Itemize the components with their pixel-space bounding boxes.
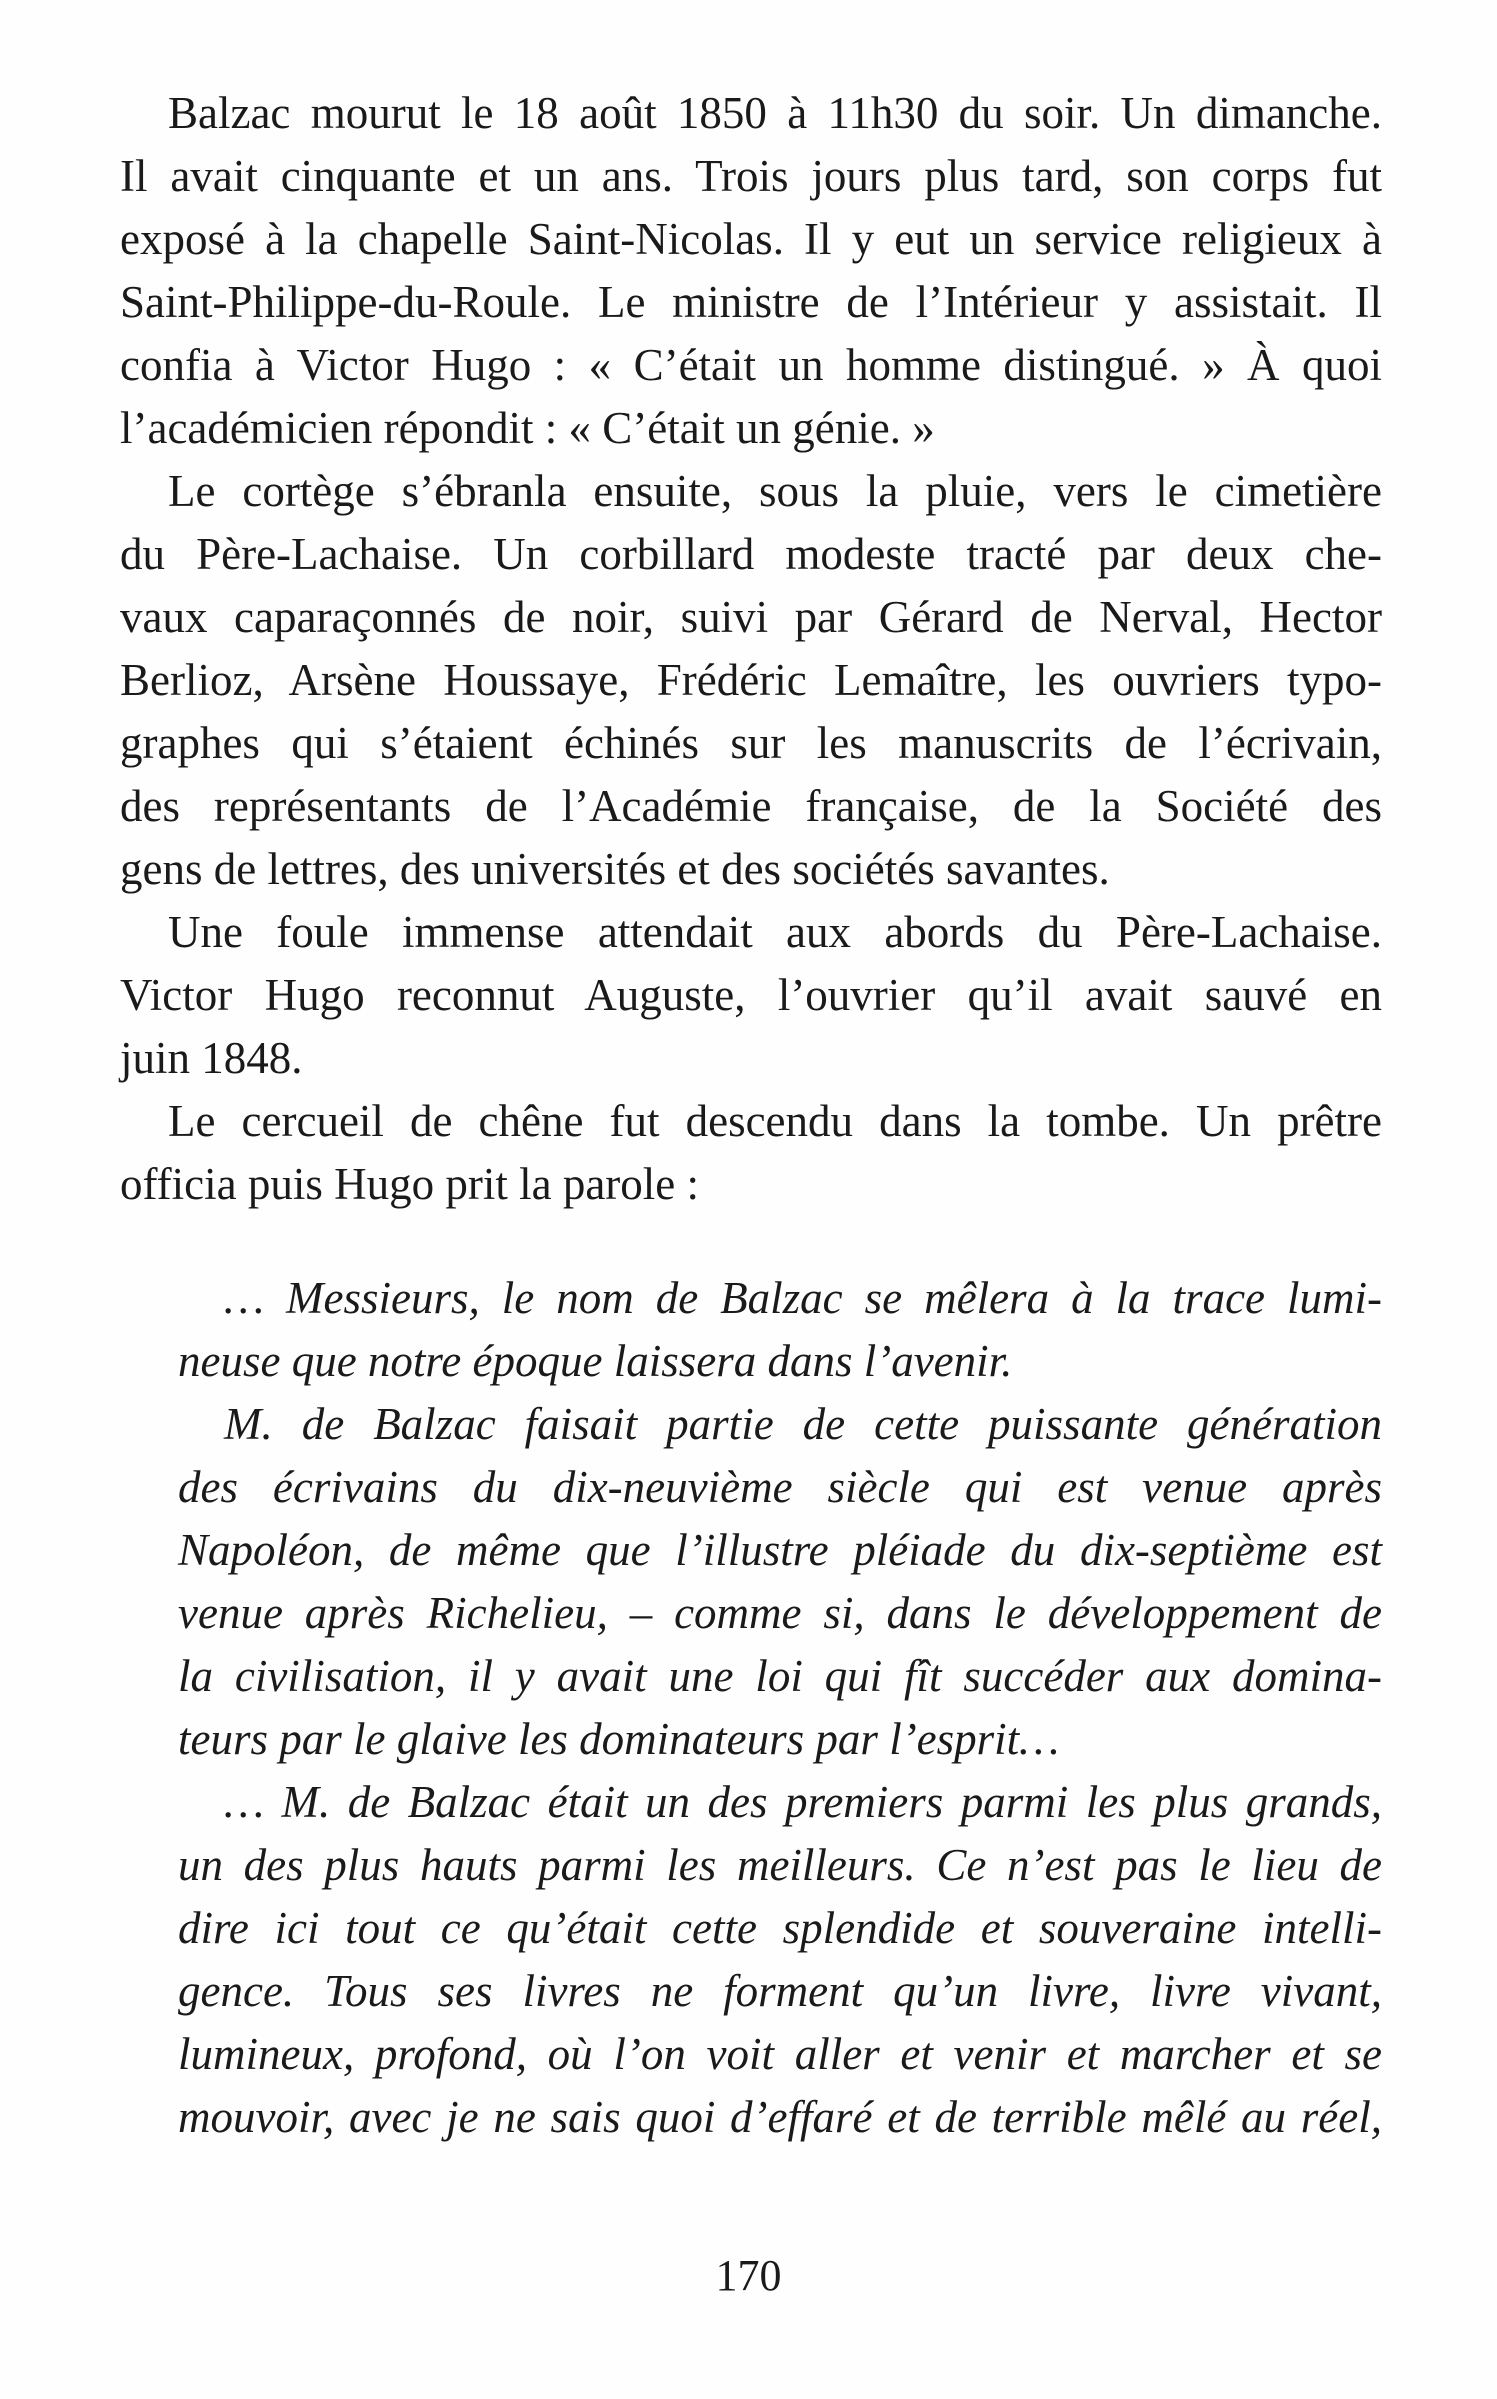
- text-line: venue après Richelieu, – comme si, dans le développement de: [178, 1588, 1382, 1638]
- text-line: Le cortège s’ébranla ensuite, sous la pluie, vers le cimetière: [168, 466, 1382, 516]
- text-line: mouvoir, avec je ne sais quoi d’effaré et de terrible mêlé au réel,: [178, 2092, 1382, 2142]
- text-line: un des plus hauts parmi les meilleurs. Ce n’est pas le lieu de: [178, 1840, 1382, 1890]
- text-line: Saint-Philippe-du-Roule. Le ministre de l’Intérieur y assistait. Il: [120, 277, 1382, 327]
- text-line: neuse que notre époque laissera dans l’avenir.: [178, 1336, 1013, 1386]
- text-line: … Messieurs, le nom de Balzac se mêlera à la trace lumi-: [224, 1273, 1382, 1323]
- text-line: la civilisation, il y avait une loi qui fît succéder aux domina-: [178, 1651, 1382, 1701]
- text-line: Berlioz, Arsène Houssaye, Frédéric Lemaître, les ouvriers typo-: [120, 655, 1382, 705]
- text-line: confia à Victor Hugo : « C’était un homme distingué. » À quoi: [120, 340, 1382, 390]
- text-line: vaux caparaçonnés de noir, suivi par Gérard de Nerval, Hector: [120, 592, 1382, 642]
- text-line: exposé à la chapelle Saint-Nicolas. Il y eut un service religieux à: [120, 214, 1382, 264]
- text-line: Une foule immense attendait aux abords du Père-Lachaise.: [168, 907, 1382, 957]
- text-line: Napoléon, de même que l’illustre pléiade du dix-septième est: [178, 1525, 1382, 1575]
- hugo-speech-quote: [178, 1267, 1382, 2149]
- text-line: des représentants de l’Académie française, de la Société des: [120, 781, 1382, 831]
- text-line: officia puis Hugo prit la parole :: [120, 1159, 700, 1209]
- text-line: des écrivains du dix-neuvième siècle qui est venue après: [178, 1462, 1382, 1512]
- page-number: 170: [715, 2251, 782, 2300]
- text-line: graphes qui s’étaient échinés sur les manuscrits de l’écrivain,: [120, 718, 1382, 768]
- text-line: M. de Balzac faisait partie de cette puissante génération: [224, 1399, 1382, 1449]
- text-line: teurs par le glaive les dominateurs par l’esprit…: [178, 1714, 1060, 1764]
- text-line: … M. de Balzac était un des premiers parmi les plus grands,: [224, 1777, 1382, 1827]
- text-line: gence. Tous ses livres ne forment qu’un livre, livre vivant,: [178, 1966, 1382, 2016]
- text-line: juin 1848.: [120, 1033, 303, 1083]
- text-line: l’académicien répondit : « C’était un génie. »: [120, 403, 935, 453]
- text-line: du Père-Lachaise. Un corbillard modeste tracté par deux che-: [120, 529, 1382, 579]
- text-line: Victor Hugo reconnut Auguste, l’ouvrier qu’il avait sauvé en: [120, 970, 1382, 1020]
- text-line: lumineux, profond, où l’on voit aller et venir et marcher et se: [178, 2029, 1382, 2079]
- text-line: dire ici tout ce qu’était cette splendide et souveraine intelli-: [178, 1903, 1382, 1953]
- text-line: Le cercueil de chêne fut descendu dans la tombe. Un prêtre: [168, 1096, 1382, 1146]
- body-text: [120, 82, 1382, 1216]
- text-line: Il avait cinquante et un ans. Trois jours plus tard, son corps fut: [120, 151, 1382, 201]
- text-line: Balzac mourut le 18 août 1850 à 11h30 du soir. Un dimanche.: [168, 88, 1382, 138]
- text-line: gens de lettres, des universités et des sociétés savantes.: [120, 844, 1110, 894]
